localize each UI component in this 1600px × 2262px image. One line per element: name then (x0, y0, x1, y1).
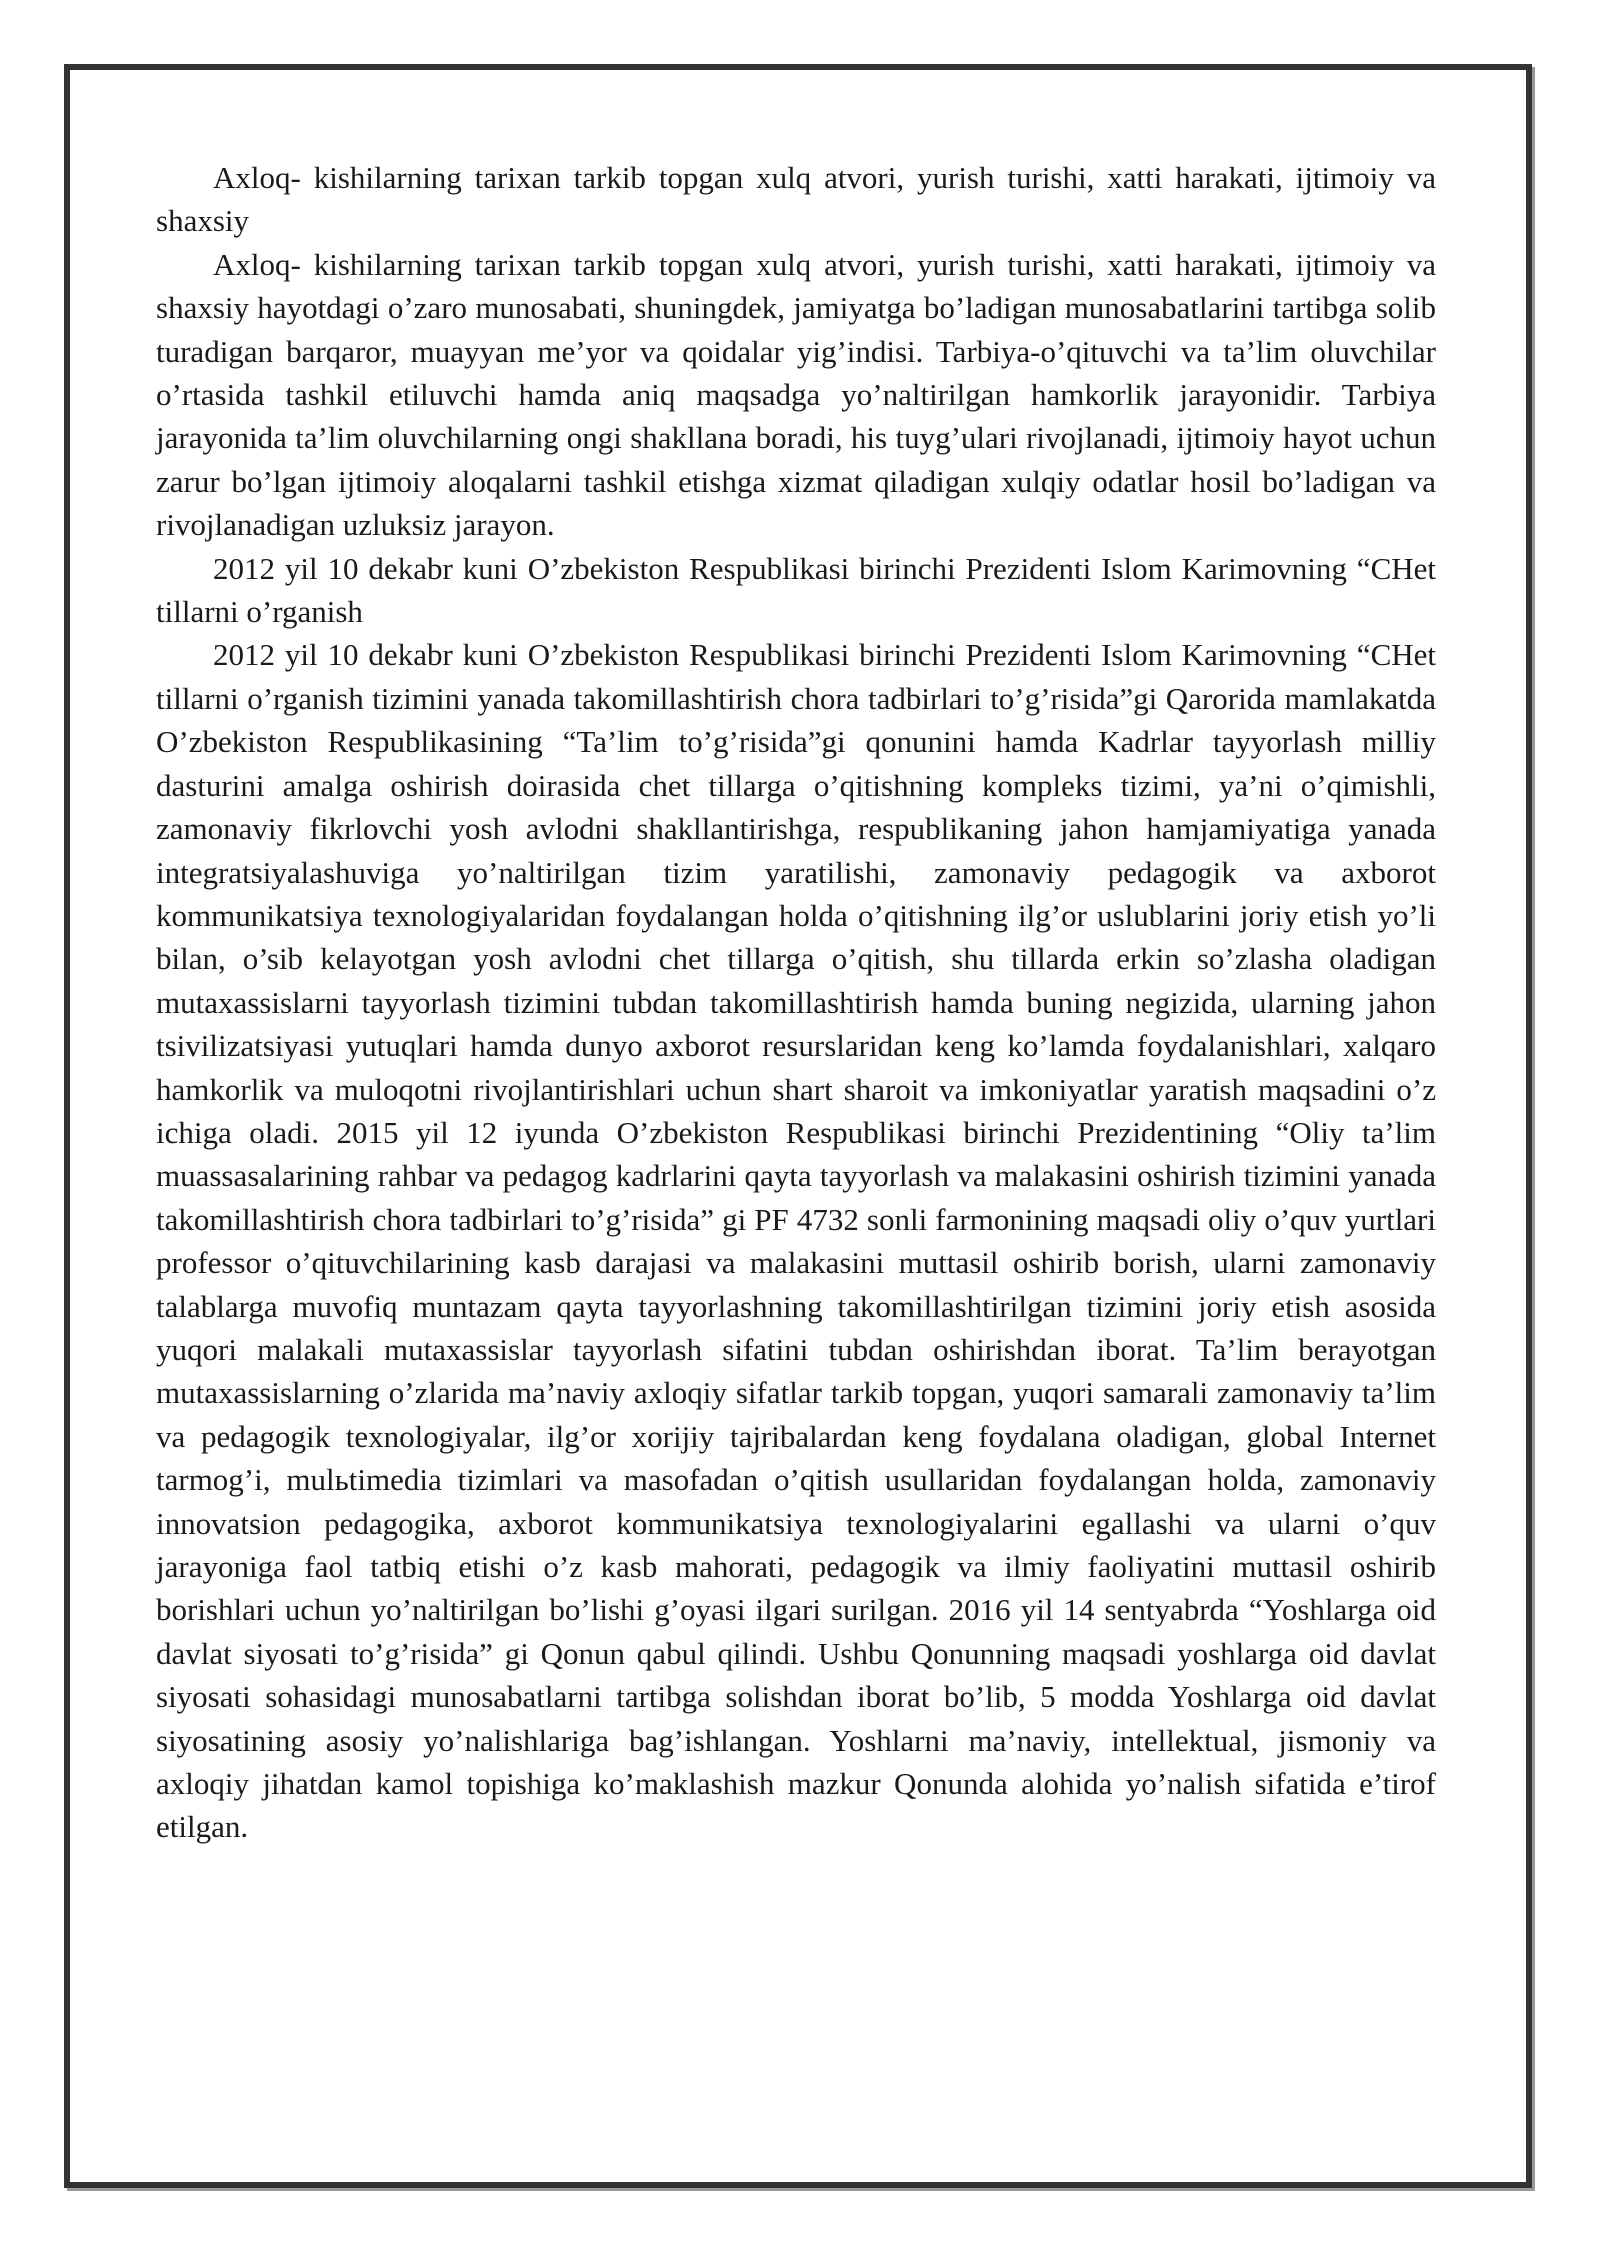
paragraph-4: 2012 yil 10 dekabr kuni O’zbekiston Respublikasi birinchi Prezidenti Islom Karimovning “CHet tillarni o’rganish tizimini yanada takomillashtirish chora tadbirlari to’g’risida”gi Qarorida mamlakatda O’zbekiston Respublikasining “Ta’lim to’g’risida”gi qonunini hamda Kadrlar tayyorlash milliy dasturini amalga oshirish doirasida chet tillarga o’qitishning kompleks tizimi, ya’ni o’qimishli, zamonaviy fikrlovchi yosh avlodni shakllantirishga, respublikaning jahon hamjamiyatiga yanada integratsiyalashuviga yo’naltirilgan tizim yaratilishi, zamonaviy pedagogik va axborot kommunikatsiya texnologiyalaridan foydalangan holda o’qitishning ilg’or uslublarini joriy etish yo’li bilan, o’sib kelayotgan yosh avlodni chet tillarga o’qitish, shu tillarda erkin so’zlasha oladigan mutaxassislarni tayyorlash tizimini tubdan takomillashtirish hamda buning negizida, ularning jahon tsivilizatsiyasi yutuqlari hamda dunyo axborot resurslaridan keng ko’lamda foydalanishlari, xalqaro hamkorlik va muloqotni rivojlantirishlari uchun shart sharoit va imkoniyatlar yaratish maqsadini o’z ichiga oladi. 2015 yil 12 iyunda O’zbekiston Respublikasi birinchi Prezidentining “Oliy ta’lim muassasalarining rahbar va pedagog kadrlarini qayta tayyorlash va malakasini oshirish tizimini yanada takomillashtirish chora tadbirlari to’g’risida” gi PF 4732 sonli farmonining maqsadi oliy o’quv yurtlari professor o’qituvchilarining kasb darajasi va malakasini muttasil oshirib borish, ularni zamonaviy talablarga muvofiq muntazam qayta tayyorlashning takomillashtirilgan tizimini joriy etish asosida yuqori malakali mutaxassislar tayyorlash sifatini tubdan oshirishdan iborat. Ta’lim berayotgan mutaxassislarning o’zlarida ma’naviy axloqiy sifatlar tarkib topgan, yuqori samarali zamonaviy ta’lim va pedagogik texnologiyalar, ilg’or xorijiy tajribalardan keng foydalana oladigan, global Internet tarmog’i, mulьtimedia tizimlari va masofadan o’qitish usullaridan foydalangan holda, zamonaviy innovatsion pedagogika, axborot kommunikatsiya texnologiyalarini egallashi va ularni o’quv jarayoniga faol tatbiq etishi o’z kasb mahorati, pedagogik va ilmiy faoliyatini muttasil oshirib borishlari uchun yo’naltirilgan bo’lishi g’oyasi ilgari surilgan. 2016 yil 14 sentyabrda “Yoshlarga oid davlat siyosati to’g’risida” gi Qonun qabul qilindi. Ushbu Qonunning maqsadi yoshlarga oid davlat siyosati sohasidagi munosabatlarni tartibga solishdan iborat bo’lib, 5 modda Yoshlarga oid davlat siyosatining asosiy yo’nalishlariga bag’ishlangan. Yoshlarni ma’naviy, intellektual, jismoniy va axloqiy jihatdan kamol topishiga ko’maklashish mazkur Qonunda alohida yo’nalish sifatida e’tirof etilgan. (156, 637, 1436, 1845)
paragraph-2: Axloq- kishilarning tarixan tarkib topgan xulq atvori, yurish turishi, xatti harakati, ijtimoiy va shaxsiy hayotdagi o’zaro munosabati, shuningdek, jamiyatga bo’ladigan munosabatlarini tartibga solib turadigan barqaror, muayyan me’yor va qoidalar yig’indisi. Tarbiya-o’qituvchi va ta’lim oluvchilar o’rtasida tashkil etiluvchi hamda aniq maqsadga yo’naltirilgan hamkorlik jarayonidir. Tarbiya jarayonida ta’lim oluvchilarning ongi shakllana boradi, his tuyg’ulari rivojlanadi, ijtimoiy hayot uchun zarur bo’lgan ijtimoiy aloqalarni tashkil etishga xizmat qiladigan xulqiy odatlar hosil bo’ladigan va rivojlanadigan uzluksiz jarayon. (156, 246, 1436, 543)
paragraph-3: 2012 yil 10 dekabr kuni O’zbekiston Respublikasi birinchi Prezidenti Islom Karimovning “CHet tillarni o’rganish (156, 550, 1436, 630)
document-body (156, 156, 1436, 1849)
page-frame (64, 64, 1532, 2188)
paragraph-1: Axloq- kishilarning tarixan tarkib topgan xulq atvori, yurish turishi, xatti harakati, ijtimoiy va shaxsiy (156, 160, 1436, 239)
